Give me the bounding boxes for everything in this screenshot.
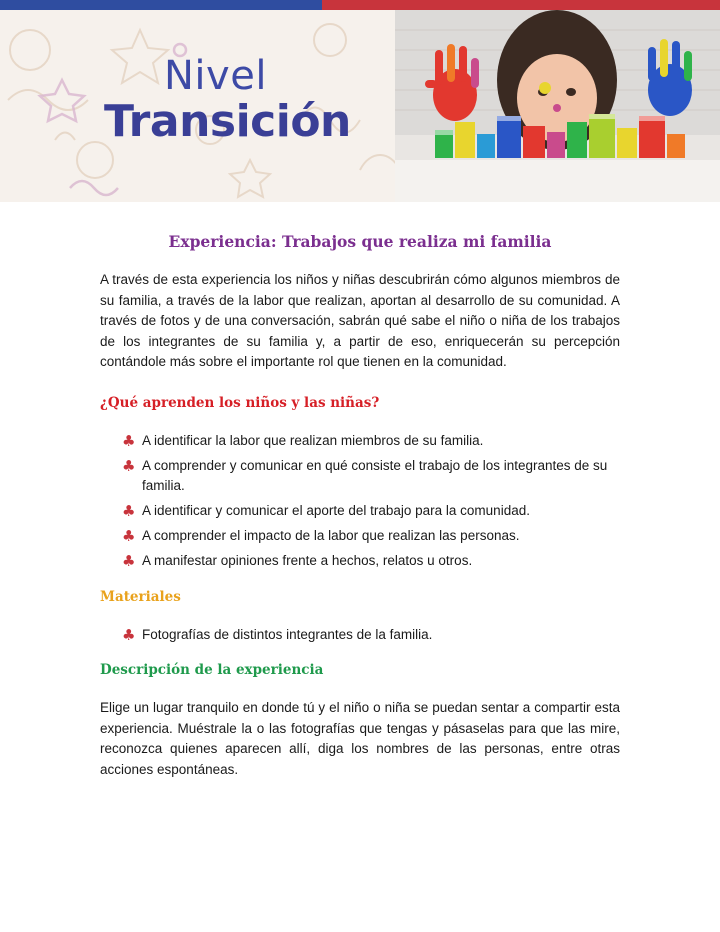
club-icon: ♣ <box>122 527 136 545</box>
materials-heading: Materiales <box>100 588 181 605</box>
club-icon: ♣ <box>122 456 136 475</box>
list-item <box>122 526 620 547</box>
brand-line-2: Transición <box>104 96 351 147</box>
club-icon: ♣ <box>122 625 136 644</box>
top-bar-blue <box>0 0 322 10</box>
materials-list <box>100 625 620 646</box>
intro-paragraph: A través de esta experiencia los niños y niñas descubrirán cómo algunos miembros de su familia, a través de la labor que realizan, aportan al desarrollo de su comunidad. A través de fotos y de una conversación, sabrán qué sabe el niño o niña de los trabajos de los integrantes de su familia y, a partir de eso, enriquecerán su percepción contándole más sobre el importante rol que tienen en la comunidad. <box>100 272 620 369</box>
list-item <box>122 551 620 572</box>
list-item-text: A comprender y comunicar en qué consiste el trabajo de los integrantes de su familia. <box>142 457 608 493</box>
brand-logo <box>104 54 351 146</box>
description-paragraph: Elige un lugar tranquilo en donde tú y el niño o niña se puedan sentar a compartir esta experiencia. Muéstrale la o las fotografías que tengas y pásaselas para que las mire, reconozca quienes aparecen allí, diga los nombres de las personas, entre otras acciones espontáneas. <box>100 700 620 777</box>
top-bar-red <box>322 0 720 10</box>
child-painting-photo <box>395 10 720 202</box>
learn-heading: ¿Qué aprenden los niños y las niñas? <box>100 394 380 411</box>
list-item <box>122 501 620 522</box>
list-item-text: Fotografías de distintos integrantes de la familia. <box>142 626 433 642</box>
list-item <box>122 625 620 646</box>
list-item-text: A manifestar opiniones frente a hechos, relatos u otros. <box>142 553 473 568</box>
club-icon: ♣ <box>122 502 136 520</box>
club-icon: ♣ <box>122 552 136 570</box>
list-item <box>122 456 620 497</box>
description-heading: Descripción de la experiencia <box>100 662 324 678</box>
club-icon: ♣ <box>122 431 136 450</box>
learn-list <box>100 431 620 572</box>
top-color-bar <box>0 0 720 10</box>
document-body <box>100 228 620 780</box>
brand-line-1: Nivel <box>164 53 267 99</box>
experience-title: Experiencia: Trabajos que realiza mi familia <box>168 232 552 251</box>
header-banner <box>0 10 720 202</box>
list-item-text: A identificar la labor que realizan miembros de su familia. <box>142 432 484 448</box>
list-item-text: A comprender el impacto de la labor que realizan las personas. <box>142 528 520 543</box>
list-item-text: A identificar y comunicar el aporte del trabajo para la comunidad. <box>142 503 530 518</box>
list-item <box>122 431 620 452</box>
